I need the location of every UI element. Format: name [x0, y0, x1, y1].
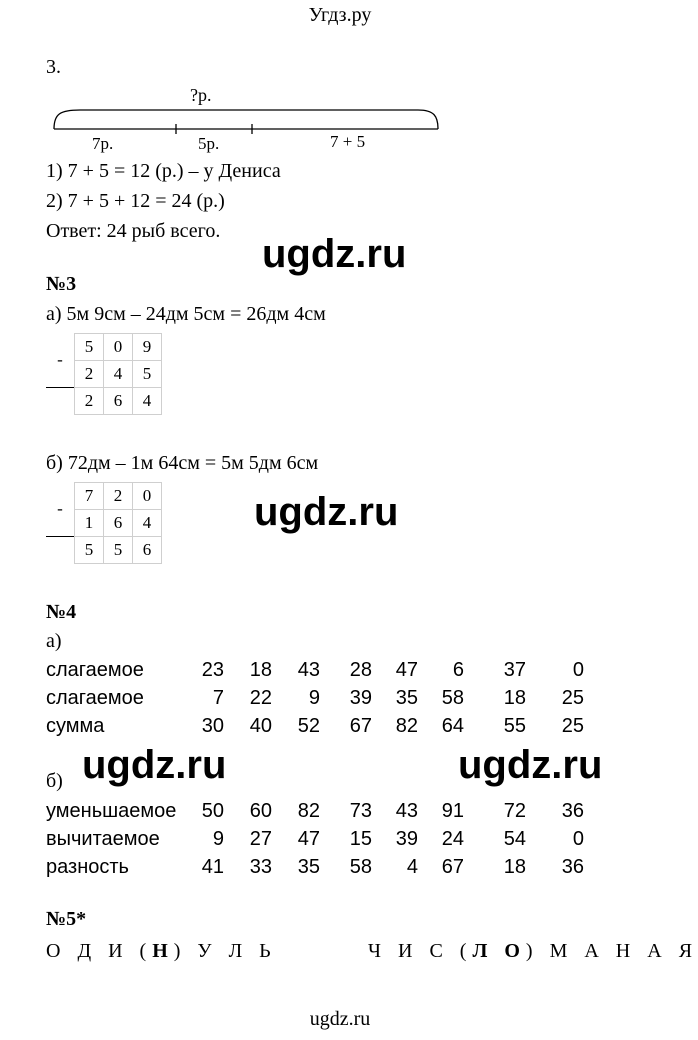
table-cell: 43 — [297, 658, 320, 681]
watermark: ugdz.ru — [254, 490, 399, 534]
digit-cell: 5 — [133, 361, 162, 388]
table-cell: 25 — [561, 686, 584, 709]
part-label-1: 7р. — [92, 134, 114, 153]
table-row — [46, 684, 584, 712]
digit-cell: 5 — [75, 334, 104, 361]
result-cell: 6 — [133, 537, 162, 564]
table-cell: 27 — [249, 827, 272, 850]
table-cell: 43 — [395, 799, 418, 822]
table-cell: 23 — [201, 658, 224, 681]
result-cell: 2 — [75, 388, 104, 415]
digit-cell: 2 — [75, 361, 104, 388]
result-cell: 5 — [104, 537, 133, 564]
task-number: 3. — [46, 56, 61, 78]
table-cell: 0 — [572, 827, 584, 850]
table-cell: 24 — [441, 827, 464, 850]
row-label: слагаемое — [46, 686, 144, 709]
part-label-2: 5р. — [198, 134, 220, 153]
row-label: разность — [46, 855, 129, 878]
row-label: уменьшаемое — [46, 799, 177, 822]
table-cell: 40 — [249, 714, 272, 737]
table-cell: 47 — [297, 827, 320, 850]
column-subtraction-a — [46, 333, 162, 415]
result-cell: 6 — [104, 388, 133, 415]
table-row — [46, 797, 584, 825]
word-part: ) У Л Ь — [173, 940, 277, 962]
watermark: ugdz.ru — [82, 743, 227, 787]
empty-cell — [46, 537, 75, 564]
minus-sign: - — [57, 350, 63, 370]
table-cell: 18 — [503, 855, 526, 878]
table-cell: 39 — [395, 827, 418, 850]
table-row — [46, 825, 584, 853]
table-cell: 0 — [572, 658, 584, 681]
digit-cell: 0 — [104, 334, 133, 361]
table-cell: 6 — [452, 658, 464, 681]
table-cell: 18 — [249, 658, 272, 681]
column-subtraction-b — [46, 482, 162, 564]
result-cell: 5 — [75, 537, 104, 564]
table-cell: 22 — [249, 686, 272, 709]
minus-sign: - — [57, 499, 63, 519]
addition-table — [46, 656, 584, 740]
table-cell: 7 — [212, 686, 224, 709]
equation-b: б) 72дм – 1м 64см = 5м 5дм 6см — [46, 452, 319, 474]
digit-cell: 7 — [75, 483, 104, 510]
table-cell: 60 — [249, 799, 272, 822]
table-cell: 55 — [503, 714, 526, 737]
total-label: ?р. — [190, 85, 212, 105]
part-label: б) — [46, 770, 63, 792]
table-cell: 72 — [503, 799, 526, 822]
word-puzzle-right — [368, 940, 698, 963]
part-label-3: 7 + 5 — [330, 132, 366, 151]
word-puzzle-left — [46, 940, 277, 963]
site-footer: ugdz.ru — [309, 1008, 371, 1030]
section-title: №5* — [46, 908, 87, 930]
row-label: слагаемое — [46, 658, 144, 681]
digit-cell: 9 — [133, 334, 162, 361]
table-cell: 35 — [395, 686, 418, 709]
table-row — [46, 656, 584, 684]
table-cell: 4 — [406, 855, 418, 878]
digit-cell: 0 — [133, 483, 162, 510]
solution-line-2: 2) 7 + 5 + 12 = 24 (р.) — [46, 190, 225, 212]
table-cell: 9 — [308, 686, 320, 709]
watermark: ugdz.ru — [458, 743, 603, 787]
table-cell: 58 — [441, 686, 464, 709]
result-cell: 4 — [133, 388, 162, 415]
digit-cell: 6 — [104, 510, 133, 537]
empty-cell — [46, 388, 75, 415]
bracket-diagram — [40, 84, 450, 154]
table-cell: 54 — [503, 827, 526, 850]
table-cell: 52 — [297, 714, 320, 737]
table-cell: 30 — [201, 714, 224, 737]
watermark: ugdz.ru — [262, 232, 407, 276]
answer-line: Ответ: 24 рыб всего. — [46, 220, 221, 242]
table-row — [46, 712, 584, 740]
table-cell: 37 — [503, 658, 526, 681]
table-cell: 25 — [561, 714, 584, 737]
table-cell: 82 — [297, 799, 320, 822]
equation-a: а) 5м 9см – 24дм 5см = 26дм 4см — [46, 303, 326, 325]
part-label: а) — [46, 630, 62, 652]
site-header: Угдз.ру — [308, 4, 372, 26]
digit-cell: 2 — [104, 483, 133, 510]
inserted-letters: Л О — [472, 940, 526, 962]
table-cell: 64 — [441, 714, 464, 737]
table-cell: 36 — [561, 799, 584, 822]
table-row — [46, 853, 584, 881]
digit-cell: 4 — [104, 361, 133, 388]
table-cell: 39 — [349, 686, 372, 709]
section-title: №3 — [46, 273, 77, 295]
bracket-diagram-svg — [40, 84, 450, 154]
row-label: вычитаемое — [46, 827, 160, 850]
word-part: ) М А Н А Я — [525, 940, 698, 962]
table-cell: 35 — [297, 855, 320, 878]
table-cell: 58 — [349, 855, 372, 878]
table-cell: 36 — [561, 855, 584, 878]
table-cell: 33 — [249, 855, 272, 878]
inserted-letters: Н — [152, 940, 174, 962]
total-brace — [54, 110, 438, 129]
digit-cell: 1 — [75, 510, 104, 537]
table-cell: 67 — [441, 855, 464, 878]
word-part: Ч И С ( — [368, 940, 473, 962]
table-cell: 73 — [349, 799, 372, 822]
subtraction-table — [46, 797, 584, 881]
table-cell: 15 — [349, 827, 372, 850]
table-cell: 82 — [395, 714, 418, 737]
solution-line-1: 1) 7 + 5 = 12 (р.) – у Дениса — [46, 160, 281, 182]
table-cell: 50 — [201, 799, 224, 822]
row-label: сумма — [46, 714, 105, 737]
table-cell: 47 — [395, 658, 418, 681]
digit-cell: 4 — [133, 510, 162, 537]
word-part: О Д И ( — [46, 940, 153, 962]
table-cell: 28 — [349, 658, 372, 681]
table-cell: 67 — [349, 714, 372, 737]
table-cell: 41 — [201, 855, 224, 878]
table-cell: 9 — [212, 827, 224, 850]
table-cell: 18 — [503, 686, 526, 709]
section-title: №4 — [46, 601, 77, 623]
table-cell: 91 — [441, 799, 464, 822]
